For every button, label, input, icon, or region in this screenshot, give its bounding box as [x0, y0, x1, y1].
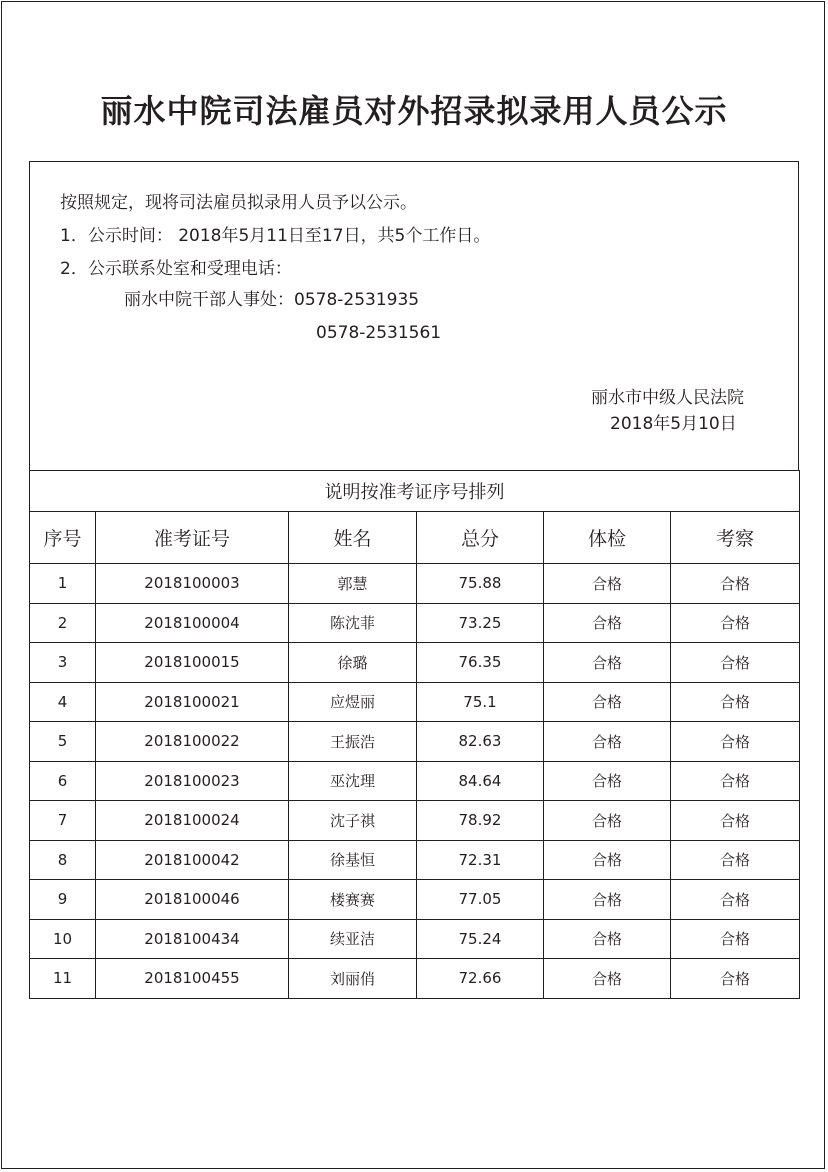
- cell-total-score: 76.35: [417, 643, 544, 683]
- cell-review: 合格: [671, 643, 800, 683]
- cell-ticket-number: 2018100003: [96, 564, 289, 604]
- cell-ticket-number: 2018100434: [96, 919, 289, 959]
- cell-physical-exam: 合格: [544, 919, 671, 959]
- cell-name: 王振浩: [289, 722, 417, 762]
- cell-index: 7: [30, 801, 96, 841]
- results-table: [29, 470, 800, 999]
- cell-review: 合格: [671, 801, 800, 841]
- cell-index: 10: [30, 919, 96, 959]
- table-header-row: [30, 512, 800, 564]
- cell-ticket-number: 2018100042: [96, 840, 289, 880]
- notice-period: 1．公示时间： 2018年5月11日至17日，共5个工作日。: [60, 226, 491, 246]
- cell-review: 合格: [671, 682, 800, 722]
- cell-total-score: 82.63: [417, 722, 544, 762]
- cell-total-score: 72.31: [417, 840, 544, 880]
- table-row: [30, 761, 800, 801]
- cell-total-score: 84.64: [417, 761, 544, 801]
- table-row: [30, 682, 800, 722]
- table-note: 说明按准考证序号排列: [30, 471, 800, 512]
- table-row: [30, 722, 800, 762]
- table-row: [30, 801, 800, 841]
- cell-total-score: 75.1: [417, 682, 544, 722]
- table-row: [30, 643, 800, 683]
- table-row: [30, 959, 800, 999]
- cell-physical-exam: 合格: [544, 722, 671, 762]
- cell-physical-exam: 合格: [544, 682, 671, 722]
- cell-review: 合格: [671, 761, 800, 801]
- cell-name: 续亚洁: [289, 919, 417, 959]
- cell-index: 9: [30, 880, 96, 920]
- cell-index: 4: [30, 682, 96, 722]
- table-note-row: [30, 471, 800, 512]
- cell-ticket-number: 2018100021: [96, 682, 289, 722]
- cell-ticket-number: 2018100015: [96, 643, 289, 683]
- table-row: [30, 919, 800, 959]
- cell-name: 郭慧: [289, 564, 417, 604]
- table-row: [30, 603, 800, 643]
- table-row: [30, 880, 800, 920]
- cell-physical-exam: 合格: [544, 564, 671, 604]
- cell-total-score: 72.66: [417, 959, 544, 999]
- cell-ticket-number: 2018100004: [96, 603, 289, 643]
- cell-ticket-number: 2018100455: [96, 959, 289, 999]
- cell-total-score: 75.24: [417, 919, 544, 959]
- cell-physical-exam: 合格: [544, 840, 671, 880]
- cell-total-score: 73.25: [417, 603, 544, 643]
- cell-total-score: 75.88: [417, 564, 544, 604]
- cell-index: 11: [30, 959, 96, 999]
- cell-name: 徐基恒: [289, 840, 417, 880]
- cell-review: 合格: [671, 603, 800, 643]
- notice-box: [29, 161, 799, 471]
- cell-name: 楼赛赛: [289, 880, 417, 920]
- notice-department-phone: 丽水中院干部人事处：0578-2531935: [124, 290, 420, 310]
- cell-name: 刘丽俏: [289, 959, 417, 999]
- cell-review: 合格: [671, 959, 800, 999]
- column-header-ticket: 准考证号: [96, 512, 289, 564]
- cell-index: 2: [30, 603, 96, 643]
- cell-ticket-number: 2018100022: [96, 722, 289, 762]
- column-header-index: 序号: [30, 512, 96, 564]
- cell-index: 6: [30, 761, 96, 801]
- column-header-review: 考察: [671, 512, 800, 564]
- notice-date: 2018年5月10日: [610, 414, 737, 434]
- cell-review: 合格: [671, 880, 800, 920]
- cell-physical-exam: 合格: [544, 959, 671, 999]
- cell-physical-exam: 合格: [544, 761, 671, 801]
- cell-total-score: 77.05: [417, 880, 544, 920]
- cell-name: 巫沈理: [289, 761, 417, 801]
- column-header-name: 姓名: [289, 512, 417, 564]
- cell-name: 应煜丽: [289, 682, 417, 722]
- cell-physical-exam: 合格: [544, 801, 671, 841]
- column-header-physical: 体检: [544, 512, 671, 564]
- cell-physical-exam: 合格: [544, 643, 671, 683]
- cell-review: 合格: [671, 840, 800, 880]
- notice-contact-heading: 2．公示联系处室和受理电话：: [60, 259, 292, 279]
- cell-review: 合格: [671, 564, 800, 604]
- column-header-score: 总分: [417, 512, 544, 564]
- cell-review: 合格: [671, 722, 800, 762]
- notice-intro: 按照规定，现将司法雇员拟录用人员予以公示。: [60, 193, 417, 213]
- cell-name: 沈子祺: [289, 801, 417, 841]
- cell-review: 合格: [671, 919, 800, 959]
- cell-ticket-number: 2018100023: [96, 761, 289, 801]
- table-row: [30, 564, 800, 604]
- cell-total-score: 78.92: [417, 801, 544, 841]
- cell-physical-exam: 合格: [544, 880, 671, 920]
- notice-second-phone: 0578-2531561: [316, 323, 442, 343]
- cell-index: 3: [30, 643, 96, 683]
- page-title: 丽水中院司法雇员对外招录拟录用人员公示: [100, 92, 728, 130]
- cell-ticket-number: 2018100046: [96, 880, 289, 920]
- cell-index: 5: [30, 722, 96, 762]
- cell-index: 8: [30, 840, 96, 880]
- cell-ticket-number: 2018100024: [96, 801, 289, 841]
- notice-issuer: 丽水市中级人民法院: [591, 388, 744, 408]
- cell-index: 1: [30, 564, 96, 604]
- table-row: [30, 840, 800, 880]
- cell-name: 陈沈菲: [289, 603, 417, 643]
- cell-name: 徐璐: [289, 643, 417, 683]
- cell-physical-exam: 合格: [544, 603, 671, 643]
